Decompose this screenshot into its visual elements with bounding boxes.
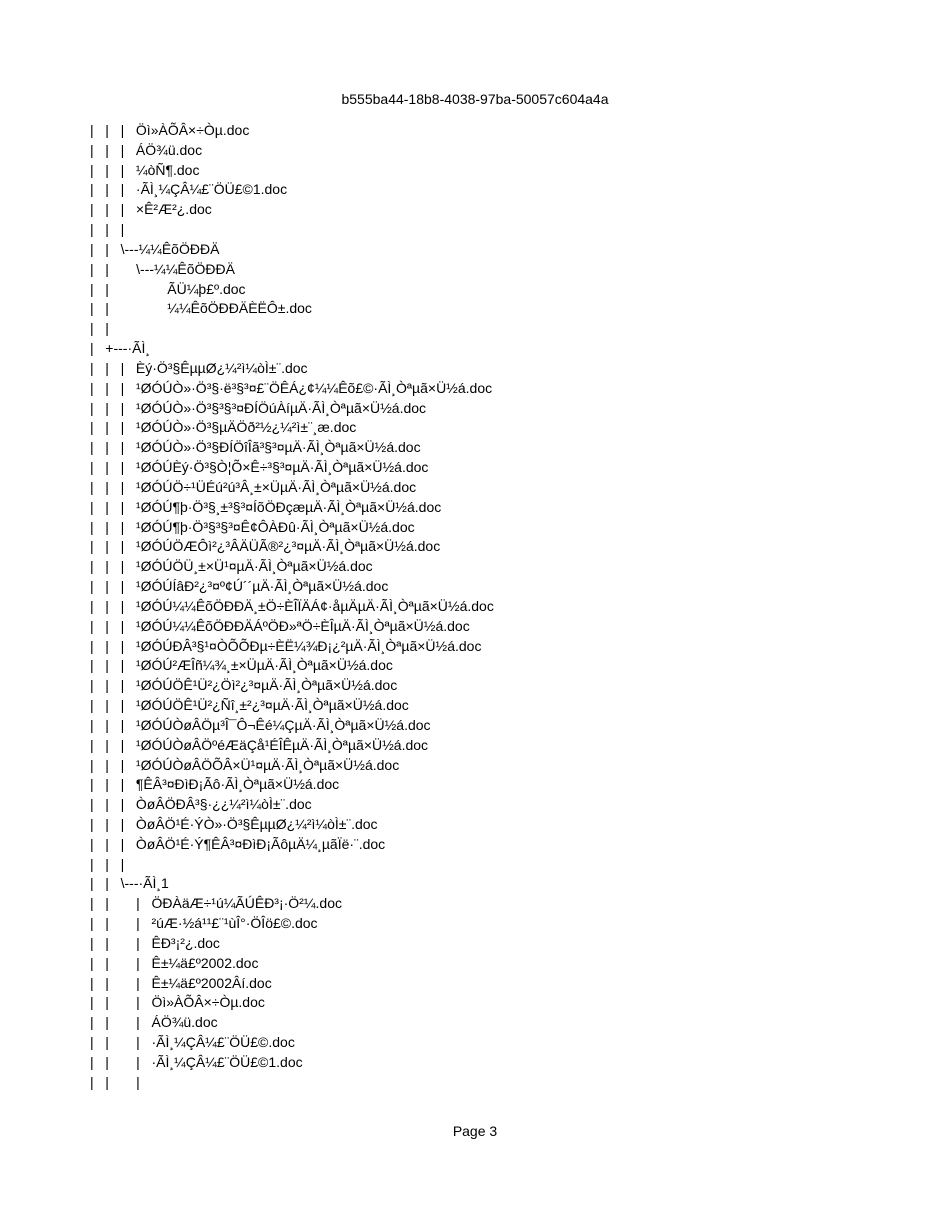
tree-line: | | | ÊÐ³¡²¿.doc [90,934,220,951]
tree-line: | | | ¹ØÓÚÈý·Ö³§Ò¦Õ×Ê÷³§³¤µÄ·ÃÌ¸Òªµã×Ü½á.doc [90,459,429,476]
tree-line: | | | ¹ØÓÚÖÆÔì²¿³ÂÄÜÃ®²¿³¤µÄ·ÃÌ¸Òªµã×Ü½á.doc [90,538,441,555]
tree-line: | | | ¹ØÓÚÒ»·Ö³§·ë³§³¤£¨ÖÊÁ¿¢¼¼Êõ£©·ÃÌ¸Òªµã×Ü½á.doc [90,379,493,396]
tree-line: | | | ¹ØÓÚÖÊ¹Ü²¿Öì²¿³¤µÄ·ÃÌ¸Òªµã×Ü½á.doc [90,677,398,694]
tree-line: | | | Öì»ÀÕÂ×÷Òµ.doc [90,122,250,138]
tree-line: | | | ¹ØÓÚÐÂ³§¹¤ÒÕÕÐµ÷ÈË¼¾Ð¡¿²µÄ·ÃÌ¸Òªµã×Ü½á.doc [90,637,482,654]
tree-line: | | | ¹ØÓÚ¶þ·Ö³§¸±³§³¤ÍõÖÐçæµÄ·ÃÌ¸Òªµã×Ü½á.doc [90,498,442,515]
tree-line: | | | ÒøÂÖÐÂ³§·¿¿¼²ì¼òÌ±¨.doc [90,796,312,813]
tree-line: | | | ¼òÑ¶.doc [90,161,200,178]
tree-line: | | | ÁÖ¾ü.doc [90,1014,218,1031]
tree-line: | | [90,320,109,337]
tree-line: | | | ·ÃÌ¸¼ÇÂ¼£¨ÖÜ£©1.doc [90,1053,303,1070]
tree-line: | | \---¼¼ÊõÖÐÐÄ [90,240,220,257]
tree-line: | | | ¹ØÓÚÖÜ¸±×Ü¹¤µÄ·ÃÌ¸Òªµã×Ü½á.doc [90,558,373,575]
tree-line: | +---·ÃÌ¸ [90,340,151,357]
tree-line: | | | ¹ØÓÚ²ÆÎñ¼¾¸±×ÜµÄ·ÃÌ¸Òªµã×Ü½á.doc [90,657,393,674]
tree-line: | | | ¹ØÓÚÒøÂÖµ³Î¯Ô¬Êé¼ÇµÄ·ÃÌ¸Òªµã×Ü½á.doc [90,716,431,733]
tree-line: | | | ¹ØÓÚ¶þ·Ö³§³§³¤Ê¢ÔÀÐû·ÃÌ¸Òªµã×Ü½á.doc [90,518,415,535]
tree-line: | | \---·ÃÌ¸1 [90,875,169,892]
document-id-header: b555ba44-18b8-4038-97ba-50057c604a4a [341,91,609,107]
page-number-footer: Page 3 [452,1123,498,1139]
tree-line: | | | ¹ØÓÚÖÊ¹Ü²¿Ñî¸±²¿³¤µÄ·ÃÌ¸Òªµã×Ü½á.doc [90,697,409,714]
tree-line: | | ¼¼ÊõÖÐÐÄÈËÔ±.doc [90,300,312,317]
tree-line: | | | ÒøÂÖ¹É·Ý¶ÊÂ³¤ÐìÐ¡ÃôµÄ¼¸µãÏë·¨.doc [90,835,386,852]
tree-line: | | | ×Ê²Æ²¿.doc [90,201,212,218]
tree-line: | | | ¶ÊÂ³¤ÐìÐ¡Ãô·ÃÌ¸Òªµã×Ü½á.doc [90,776,340,793]
directory-tree-listing [90,121,930,1093]
tree-line: | | | ¹ØÓÚÒ»·Ö³§³§³¤ÐÍÖúÀíµÄ·ÃÌ¸Òªµã×Ü½á.doc [90,399,427,416]
tree-line: | | | ¹ØÓÚÒ»·Ö³§ÐÍÖîÎã³§³¤µÄ·ÃÌ¸Òªµã×Ü½á.doc [90,439,421,456]
tree-line: | | | ·ÃÌ¸¼ÇÂ¼£¨ÖÜ£©1.doc [90,181,288,198]
tree-line: | | | ÒøÂÖ¹É·ÝÒ»·Ö³§ÊµµØ¿¼²ì¼òÌ±¨.doc [90,815,378,832]
tree-line: | | | Ê±¼ä£º2002.doc [90,954,259,971]
tree-line: | | \---¼¼ÊõÖÐÐÄ [90,260,235,277]
tree-line: | | | [90,855,125,872]
tree-line: | | | ÁÖ¾ü.doc [90,141,203,158]
tree-line: | | | ¹ØÓÚÒøÂÖºéÆäÇå¹ÉÎÊµÄ·ÃÌ¸Òªµã×Ü½á.doc [90,736,429,753]
tree-line: | | | Èý·Ö³§ÊµµØ¿¼²ì¼òÌ±¨.doc [90,359,308,376]
tree-line: | | | [90,1073,140,1090]
tree-line: | | | ·ÃÌ¸¼ÇÂ¼£¨ÖÜ£©.doc [90,1034,295,1051]
tree-line: | | | ¹ØÓÚÖ÷¹ÜÉú²ú³Â¸±×ÜµÄ·ÃÌ¸Òªµã×Ü½á.doc [90,478,417,495]
tree-line: | | | Ê±¼ä£º2002Âí.doc [90,974,272,991]
tree-line: | | | ²úÆ·½á¹¹£¨¹ùÎ°·ÖÎö£©.doc [90,915,318,932]
tree-line: | | | ¹ØÓÚ¼¼ÊõÖÐÐÄ¸±Ö÷ÈÎÏÄÁ¢·åµÄµÄ·ÃÌ¸Òªµã×Ü½á.doc [90,597,494,614]
tree-line: | | ÃÜ¼þ£º.doc [90,280,246,297]
tree-line: | | | ¹ØÓÚÒøÂÖÕÂ×Ü¹¤µÄ·ÃÌ¸Òªµã×Ü½á.doc [90,756,400,773]
tree-line: | | | ¹ØÓÚÒ»·Ö³§µÄÖð²½¿¼²ì±¨¸æ.doc [90,419,357,436]
tree-line: | | | ¹ØÓÚÍâÐ²¿³¤º¢Ú´´µÄ·ÃÌ¸Òªµã×Ü½á.doc [90,578,389,595]
tree-line: | | | [90,221,125,238]
tree-line: | | | ÖÐÀäÆ÷¹ú¼ÃÚÊÐ³¡·Ö²¼.doc [90,895,342,912]
tree-line: | | | Öì»ÀÕÂ×÷Òµ.doc [90,994,265,1011]
tree-line: | | | ¹ØÓÚ¼¼ÊõÖÐÐÄÁºÖÐ»ªÖ÷ÈÎµÄ·ÃÌ¸Òªµã×Ü½á.doc [90,617,470,634]
